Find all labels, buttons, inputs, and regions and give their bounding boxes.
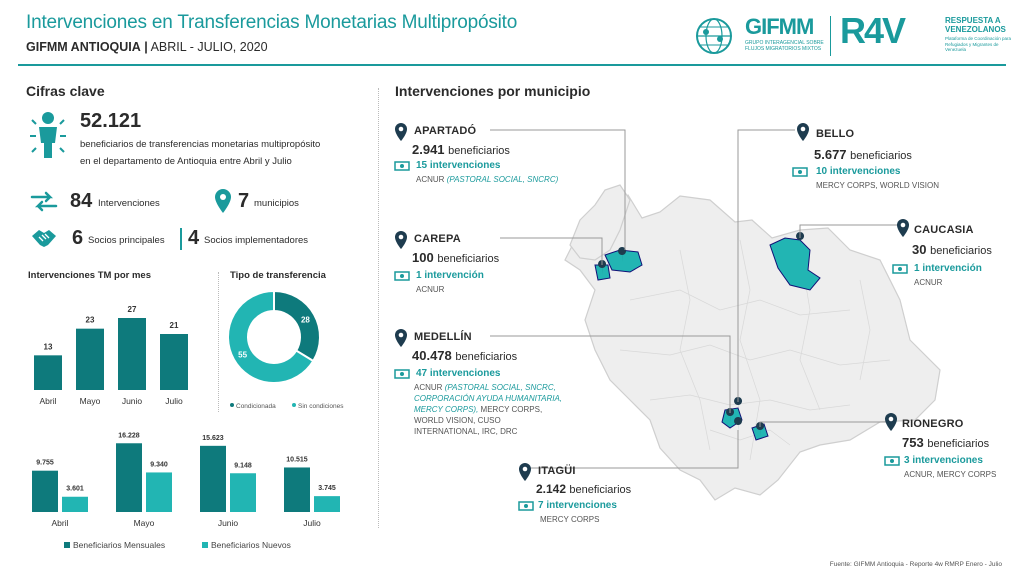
chart-intervenciones-mes [20, 285, 210, 415]
itagui-location-icon [518, 462, 532, 482]
bar-ben-label-1-2: 9.148 [234, 462, 252, 470]
itagui-beneficiarios: 2.142 beneficiarios [536, 482, 632, 496]
bar-mes-label-0: 13 [43, 342, 53, 352]
donut-label-0: 28 [300, 315, 310, 325]
itagui-intervenciones: 7 intervenciones [538, 500, 617, 511]
municipios-label: municipios [254, 198, 299, 209]
apartado-location-icon [394, 122, 408, 142]
bar-mes-label-3: 21 [169, 321, 179, 330]
intervenciones-label: Intervenciones [98, 198, 160, 209]
subtitle-org: GIFMM ANTIOQUIA [26, 40, 141, 54]
itagui-organizaciones: MERCY CORPS [540, 515, 600, 524]
itagui-name: ITAGÜI [538, 465, 576, 477]
bello-beneficiarios: 5.677 beneficiarios [814, 147, 912, 162]
caucasia-name: CAUCASIA [914, 224, 974, 236]
itagui-cash-icon [518, 501, 534, 511]
header [0, 0, 1024, 68]
bello-location-icon [796, 122, 810, 142]
r4v-logo-description: Plataforma de Coordinación para Refugiados y Migrantes de Venezuela [945, 36, 1012, 52]
column-divider [378, 88, 379, 528]
bar-mes-label-2: 27 [127, 305, 137, 314]
ben-legend-label-1: Beneficiarios Nuevos [211, 540, 291, 550]
bar-ben-label-1-0: 3.601 [66, 485, 84, 493]
socios-principales-label: Socios principales [88, 235, 165, 246]
bello-intervenciones: 10 intervenciones [816, 166, 901, 177]
handshake-icon [30, 226, 58, 250]
apartado-organizaciones: ACNUR (PASTORAL SOCIAL, SNCRC) [416, 175, 559, 184]
location-pin-icon [214, 188, 232, 214]
bar-mes-1 [76, 329, 104, 390]
antioquia-region [565, 195, 943, 500]
socios-principales-total: 6 [72, 227, 84, 249]
bar-ben-label-0-2: 15.623 [202, 434, 224, 442]
chart-tipo-title: Tipo de transferencia [230, 270, 326, 281]
bello-organizaciones: MERCY CORPS, WORLD VISION [816, 181, 939, 190]
gifmm-logo-text: GIFMM [745, 14, 814, 39]
page-subtitle [26, 40, 268, 54]
socios-divider [180, 228, 182, 250]
header-divider [18, 64, 1006, 66]
page-title: Intervenciones en Transferencias Monetarias Multipropósito [26, 12, 518, 33]
caucasia-organizaciones: ACNUR [914, 278, 943, 287]
bar-mes-label-1: 23 [85, 315, 95, 325]
rionegro-cash-icon [884, 456, 900, 466]
r4v-logo-subtitle: RESPUESTA A VENEZOLANOS [945, 16, 1006, 34]
medellin-cash-icon [394, 369, 410, 379]
rionegro-organizaciones: ACNUR, MERCY CORPS [904, 470, 997, 479]
chart-divider [218, 272, 219, 412]
rionegro-beneficiarios: 753 beneficiarios [902, 435, 990, 450]
caucasia-beneficiarios: 30 beneficiarios [912, 242, 992, 257]
carepa-name: CAREPA [414, 233, 461, 245]
bar-ben-category-0: Abril [51, 518, 69, 528]
bar-mes-category-2: Junio [121, 396, 143, 406]
bar-mes-category-1: Mayo [79, 396, 101, 406]
rionegro-intervenciones: 3 intervenciones [904, 455, 983, 466]
r4v-logo-text: R4V [840, 10, 905, 51]
beneficiarios-desc-2: en el departamento de Antioquia entre Abril y Julio [80, 156, 292, 167]
caucasia-cash-icon [892, 264, 908, 274]
bar-ben-1-3 [314, 496, 340, 512]
medellin-name: MEDELLÍN [414, 331, 472, 343]
medellin-organizaciones: ACNUR (PASTORAL SOCIAL, SNCRC, CORPORACIÓN AYUDA HUMANITARIA, MERCY CORPS), MERCY CORPS, WORLD VISION, CUSO INTERNATIONAL, IRC, DRC [414, 383, 563, 436]
bar-ben-1-2 [230, 473, 256, 512]
subtitle-period: ABRIL - JULIO, 2020 [150, 40, 268, 54]
apartado-name: APARTADÓ [414, 125, 477, 137]
bar-ben-category-2: Junio [217, 518, 239, 528]
bar-ben-label-0-0: 9.755 [36, 459, 54, 467]
rionegro-location-icon [884, 412, 898, 432]
medellin-beneficiarios: 40.478 beneficiarios [412, 348, 518, 363]
chart-beneficiarios-mes [20, 420, 370, 560]
socios-implementadores-label: Socios implementadores [204, 235, 309, 246]
map-section-title: Intervenciones por municipio [395, 83, 591, 99]
carepa-beneficiarios: 100 beneficiarios [412, 250, 500, 265]
bar-mes-category-0: Abril [39, 396, 57, 406]
bello-name: BELLO [816, 128, 855, 140]
gifmm-logo-subtitle: GRUPO INTERAGENCIAL SOBRE FLUJOS MIGRATORIOS MIXTOS [745, 40, 824, 52]
donut-label-1: 55 [238, 350, 248, 360]
medellin-location-icon [394, 328, 408, 348]
bar-ben-1-0 [62, 497, 88, 512]
carepa-organizaciones: ACNUR [416, 285, 445, 294]
bar-ben-category-3: Julio [303, 518, 321, 528]
rionegro-name: RIONEGRO [902, 418, 964, 430]
bar-ben-category-1: Mayo [133, 518, 155, 528]
socios-implementadores-total: 4 [188, 227, 200, 249]
apartado-cash-icon [394, 161, 410, 171]
ben-legend-swatch-0 [64, 542, 70, 548]
caucasia-location-icon [896, 218, 910, 238]
bar-ben-0-1 [116, 443, 142, 512]
bar-ben-label-0-1: 16.228 [118, 432, 140, 440]
municipios-total: 7 [238, 190, 250, 212]
carepa-cash-icon [394, 271, 410, 281]
ben-legend-label-0: Beneficiarios Mensuales [73, 540, 166, 550]
bar-mes-category-3: Julio [165, 396, 183, 406]
logo-divider [830, 16, 831, 56]
donut-legend-label-1: Sin condiciones [298, 403, 344, 410]
bar-mes-0 [34, 355, 62, 390]
chart-mes-title: Intervenciones TM por mes [28, 270, 152, 281]
subtitle-separator: | [144, 40, 148, 54]
carepa-location-icon [394, 230, 408, 250]
cifras-section-title: Cifras clave [26, 83, 105, 99]
bar-mes-2 [118, 318, 146, 390]
beneficiarios-total: 52.121 [80, 110, 142, 132]
bar-ben-1-1 [146, 472, 172, 512]
ben-legend-swatch-1 [202, 542, 208, 548]
transfer-arrows-icon [30, 190, 58, 212]
bar-ben-0-3 [284, 467, 310, 512]
person-icon [26, 110, 70, 160]
bar-ben-0-0 [32, 471, 58, 512]
apartado-beneficiarios: 2.941 beneficiarios [412, 142, 510, 157]
donut-legend-dot-0 [230, 403, 234, 407]
caucasia-intervenciones: 1 intervención [914, 263, 982, 274]
bar-ben-label-0-3: 10.515 [286, 456, 308, 464]
donut-legend-dot-1 [292, 403, 296, 407]
carepa-intervenciones: 1 intervención [416, 270, 484, 281]
medellin-intervenciones: 47 intervenciones [416, 368, 501, 379]
source-note: Fuente: GIFMM Antioquia - Reporte 4w RMRP Enero - Julio [829, 561, 1002, 568]
bar-ben-0-2 [200, 446, 226, 512]
bello-cash-icon [792, 167, 808, 177]
bar-ben-label-1-1: 9.340 [150, 461, 168, 469]
donut-legend-label-0: Condicionada [236, 403, 276, 410]
chart-tipo-transferencia [222, 285, 362, 415]
intervenciones-total: 84 [70, 190, 93, 212]
bar-ben-label-1-3: 3.745 [318, 485, 336, 493]
beneficiarios-desc-1: beneficiarios de transferencias monetarias multipropósito [80, 139, 321, 150]
bar-mes-3 [160, 334, 188, 390]
apartado-intervenciones: 15 intervenciones [416, 160, 501, 171]
